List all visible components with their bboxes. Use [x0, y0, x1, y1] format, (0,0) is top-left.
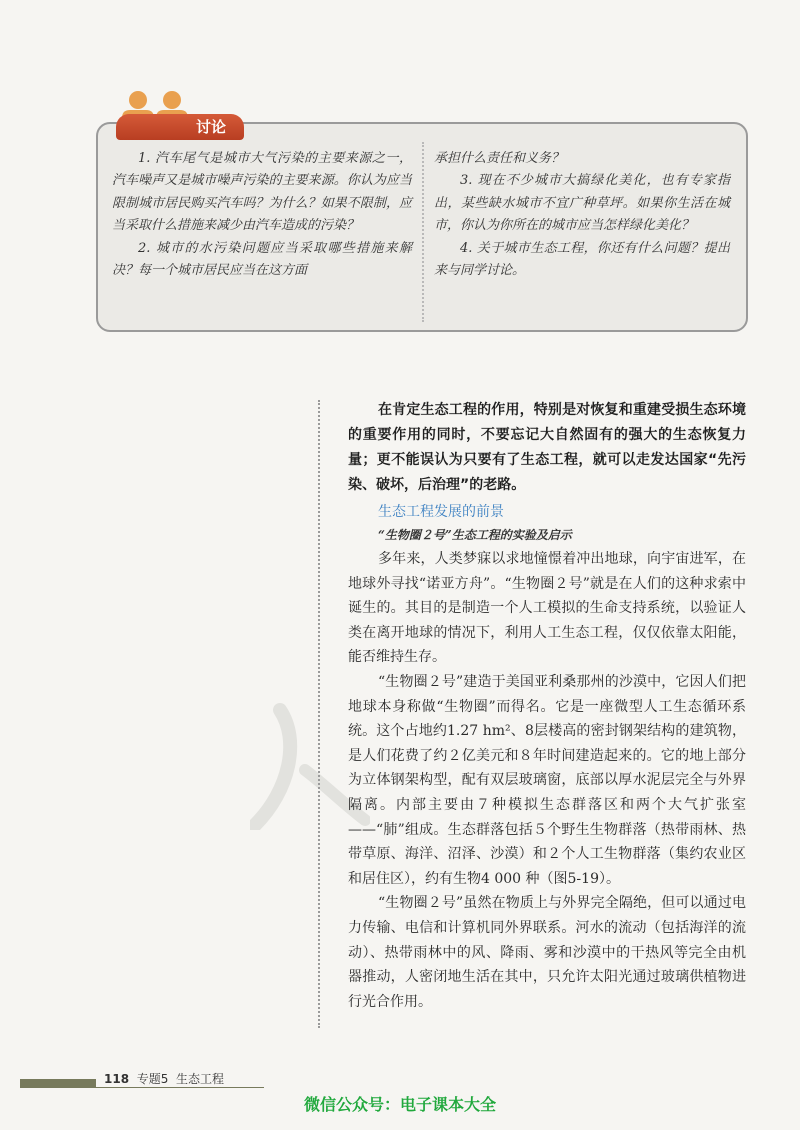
- body-paragraph-1: 多年来，人类梦寐以求地憧憬着冲出地球，向宇宙进军，在地球外寻找“诺亚方舟”。“生物圈２号”就是在人们的这种求索中诞生的。其目的是制造一个人工模拟的生命支持系统，以验证人类在离开地球的情况下，利用人工生态工程，仅仅依靠太阳能，能否维持生存。: [348, 551, 746, 666]
- discussion-tab-label: 讨论: [116, 114, 244, 140]
- discussion-question-3: 3. 现在不少城市大搞绿化美化，也有专家指出，某些缺水城市不宜广种草坪。如果你生活在城市，你认为你所在的城市应当怎样绿化美化？: [434, 173, 730, 234]
- footer-line: [96, 1087, 264, 1088]
- body-paragraph-2: “生物圈２号”建造于美国亚利桑那州的沙漠中，它因人们把地球本身称做“生物圈”而得名。它是一座微型人工生态循环系统。这个占地约1.27 hm²、8层楼高的密封钢架结构的建筑物，是人们花费了约２亿美元和８年时间建造起来的。它的地上部分为立体钢架构型，配有双层玻璃窗，底部以厚水泥层完全与外界隔离。内部主要由７种模拟生态群落区和两个大气扩张室——“肺”组成。生态群落包括５个野生生物群落（热带雨林、热带草原、海洋、沼泽、沙漠）和２个人工生物群落（集约农业区和居住区），约有生物4 000 种（图5-19）。: [348, 673, 746, 887]
- discussion-question-2-continued: 承担什么责任和义务？: [434, 151, 565, 166]
- page-number: 118: [104, 1072, 130, 1086]
- chapter-title: 生态工程: [175, 1072, 224, 1086]
- wechat-watermark-text: 微信公众号：电子课本大全: [303, 1095, 496, 1114]
- body-paragraph-3: “生物圈２号”虽然在物质上与外界完全隔绝，但可以通过电力传输、电信和计算机同外界联系。河水的流动（包括海洋的流动）、热带雨林中的风、降雨、雾和沙漠中的干热风等完全由机器推动，人密闭地生活在其中，只允许太阳光通过玻璃供植物进行光合作用。: [348, 895, 746, 1010]
- chapter-label: 专题5: [136, 1072, 169, 1086]
- section-title: 生态工程发展的前景: [378, 504, 504, 520]
- column-divider: [422, 142, 424, 322]
- subsection-title: “生物圈２号”生态工程的实验及启示: [378, 528, 572, 542]
- footer-bar: [20, 1079, 96, 1088]
- discussion-question-4: 4. 关于城市生态工程，你还有什么问题？提出来与同学讨论。: [434, 240, 730, 279]
- main-content: [348, 398, 746, 1014]
- page-footer: [104, 1070, 224, 1087]
- discussion-question-1: 1. 汽车尾气是城市大气污染的主要来源之一，汽车噪声又是城市噪声污染的主要来源。你认为应当限制城市居民购买汽车吗？为什么？如果不限制，应当采取什么措施来减少由汽车造成的污染？: [112, 151, 412, 234]
- lead-paragraph: 在肯定生态工程的作用，特别是对恢复和重建受损生态环境的重要作用的同时，不要忘记大自然固有的强大的生态恢复力量；更不能误认为只要有了生态工程，就可以走发达国家“先污染、破坏，后治理”的老路。: [348, 402, 746, 493]
- discussion-right-column: [434, 148, 730, 282]
- discussion-question-2: 2. 城市的水污染问题应当采取哪些措施来解决？每一个城市居民应当在这方面: [112, 240, 412, 279]
- margin-dotted-rule: [318, 400, 320, 1028]
- discussion-left-column: [112, 148, 412, 282]
